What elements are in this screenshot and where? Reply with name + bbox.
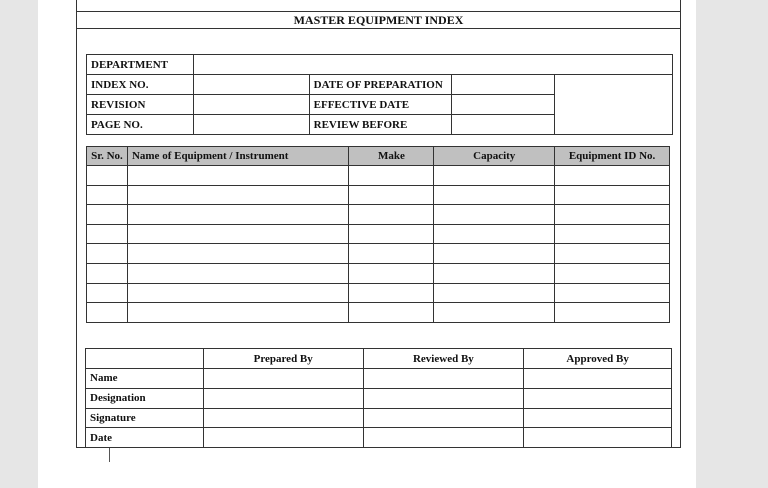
sig-row-date-label: Date <box>86 428 204 448</box>
col-make: Make <box>349 147 434 166</box>
equipment-cell[interactable] <box>87 166 128 186</box>
col-capacity: Capacity <box>434 147 555 166</box>
sig-row-signature-label: Signature <box>86 408 204 428</box>
sig-col-reviewed-by: Reviewed By <box>363 349 524 369</box>
equipment-cell[interactable] <box>434 244 555 264</box>
equipment-cell[interactable] <box>127 205 349 225</box>
equipment-cell[interactable] <box>349 283 434 303</box>
equipment-cell[interactable] <box>87 185 128 205</box>
sig-row-name-label: Name <box>86 369 204 389</box>
equipment-cell[interactable] <box>127 185 349 205</box>
equipment-cell[interactable] <box>434 166 555 186</box>
date-of-preparation-value[interactable] <box>451 75 555 95</box>
reviewed-by-designation[interactable] <box>363 388 524 408</box>
effective-date-value[interactable] <box>451 95 555 115</box>
department-value[interactable] <box>193 55 672 75</box>
review-before-label: REVIEW BEFORE <box>309 115 451 135</box>
equipment-cell[interactable] <box>349 263 434 283</box>
equipment-cell[interactable] <box>434 283 555 303</box>
sig-col-approved-by: Approved By <box>524 349 672 369</box>
sig-col-blank <box>86 349 204 369</box>
page-no-label: PAGE NO. <box>87 115 194 135</box>
table-row <box>87 205 670 225</box>
page-no-value[interactable] <box>193 115 309 135</box>
reviewed-by-name[interactable] <box>363 369 524 389</box>
text-cursor <box>109 448 110 462</box>
equipment-cell[interactable] <box>434 303 555 323</box>
table-row <box>87 244 670 264</box>
equipment-cell[interactable] <box>87 303 128 323</box>
col-sr-no: Sr. No. <box>87 147 128 166</box>
prepared-by-name[interactable] <box>203 369 363 389</box>
equipment-cell[interactable] <box>87 224 128 244</box>
equipment-cell[interactable] <box>349 244 434 264</box>
equipment-cell[interactable] <box>87 263 128 283</box>
approved-by-signature[interactable] <box>524 408 672 428</box>
equipment-table-header <box>87 147 670 166</box>
approved-by-name[interactable] <box>524 369 672 389</box>
revision-value[interactable] <box>193 95 309 115</box>
date-of-preparation-label: DATE OF PREPARATION <box>309 75 451 95</box>
document-title: MASTER EQUIPMENT INDEX <box>76 11 681 29</box>
table-row <box>87 303 670 323</box>
equipment-cell[interactable] <box>87 244 128 264</box>
equipment-cell[interactable] <box>127 283 349 303</box>
equipment-cell[interactable] <box>555 205 670 225</box>
logo-cell[interactable] <box>555 75 673 135</box>
equipment-cell[interactable] <box>349 185 434 205</box>
equipment-cell[interactable] <box>87 205 128 225</box>
equipment-cell[interactable] <box>555 224 670 244</box>
equipment-cell[interactable] <box>555 263 670 283</box>
prepared-by-signature[interactable] <box>203 408 363 428</box>
equipment-cell[interactable] <box>127 244 349 264</box>
reviewed-by-signature[interactable] <box>363 408 524 428</box>
equipment-cell[interactable] <box>127 303 349 323</box>
table-row <box>87 166 670 186</box>
table-row <box>87 224 670 244</box>
equipment-cell[interactable] <box>127 224 349 244</box>
equipment-cell[interactable] <box>349 224 434 244</box>
approved-by-date[interactable] <box>524 428 672 448</box>
revision-label: REVISION <box>87 95 194 115</box>
department-label: DEPARTMENT <box>87 55 194 75</box>
index-no-label: INDEX NO. <box>87 75 194 95</box>
sig-col-prepared-by: Prepared By <box>203 349 363 369</box>
equipment-cell[interactable] <box>434 185 555 205</box>
prepared-by-designation[interactable] <box>203 388 363 408</box>
equipment-cell[interactable] <box>349 205 434 225</box>
equipment-cell[interactable] <box>434 263 555 283</box>
signature-table <box>85 348 672 448</box>
equipment-cell[interactable] <box>349 166 434 186</box>
review-before-value[interactable] <box>451 115 555 135</box>
effective-date-label: EFFECTIVE DATE <box>309 95 451 115</box>
table-row <box>87 263 670 283</box>
equipment-cell[interactable] <box>555 185 670 205</box>
equipment-cell[interactable] <box>555 303 670 323</box>
equipment-cell[interactable] <box>349 303 434 323</box>
prepared-by-date[interactable] <box>203 428 363 448</box>
equipment-cell[interactable] <box>434 205 555 225</box>
col-equipment-id: Equipment ID No. <box>555 147 670 166</box>
equipment-cell[interactable] <box>127 263 349 283</box>
equipment-cell[interactable] <box>127 166 349 186</box>
table-row <box>87 283 670 303</box>
equipment-cell[interactable] <box>555 244 670 264</box>
equipment-table <box>86 146 670 323</box>
equipment-cell[interactable] <box>87 283 128 303</box>
table-row <box>87 185 670 205</box>
col-equipment-name: Name of Equipment / Instrument <box>127 147 349 166</box>
equipment-cell[interactable] <box>434 224 555 244</box>
equipment-cell[interactable] <box>555 166 670 186</box>
approved-by-designation[interactable] <box>524 388 672 408</box>
index-no-value[interactable] <box>193 75 309 95</box>
equipment-cell[interactable] <box>555 283 670 303</box>
sig-row-designation-label: Designation <box>86 388 204 408</box>
header-info-table <box>86 54 673 135</box>
reviewed-by-date[interactable] <box>363 428 524 448</box>
